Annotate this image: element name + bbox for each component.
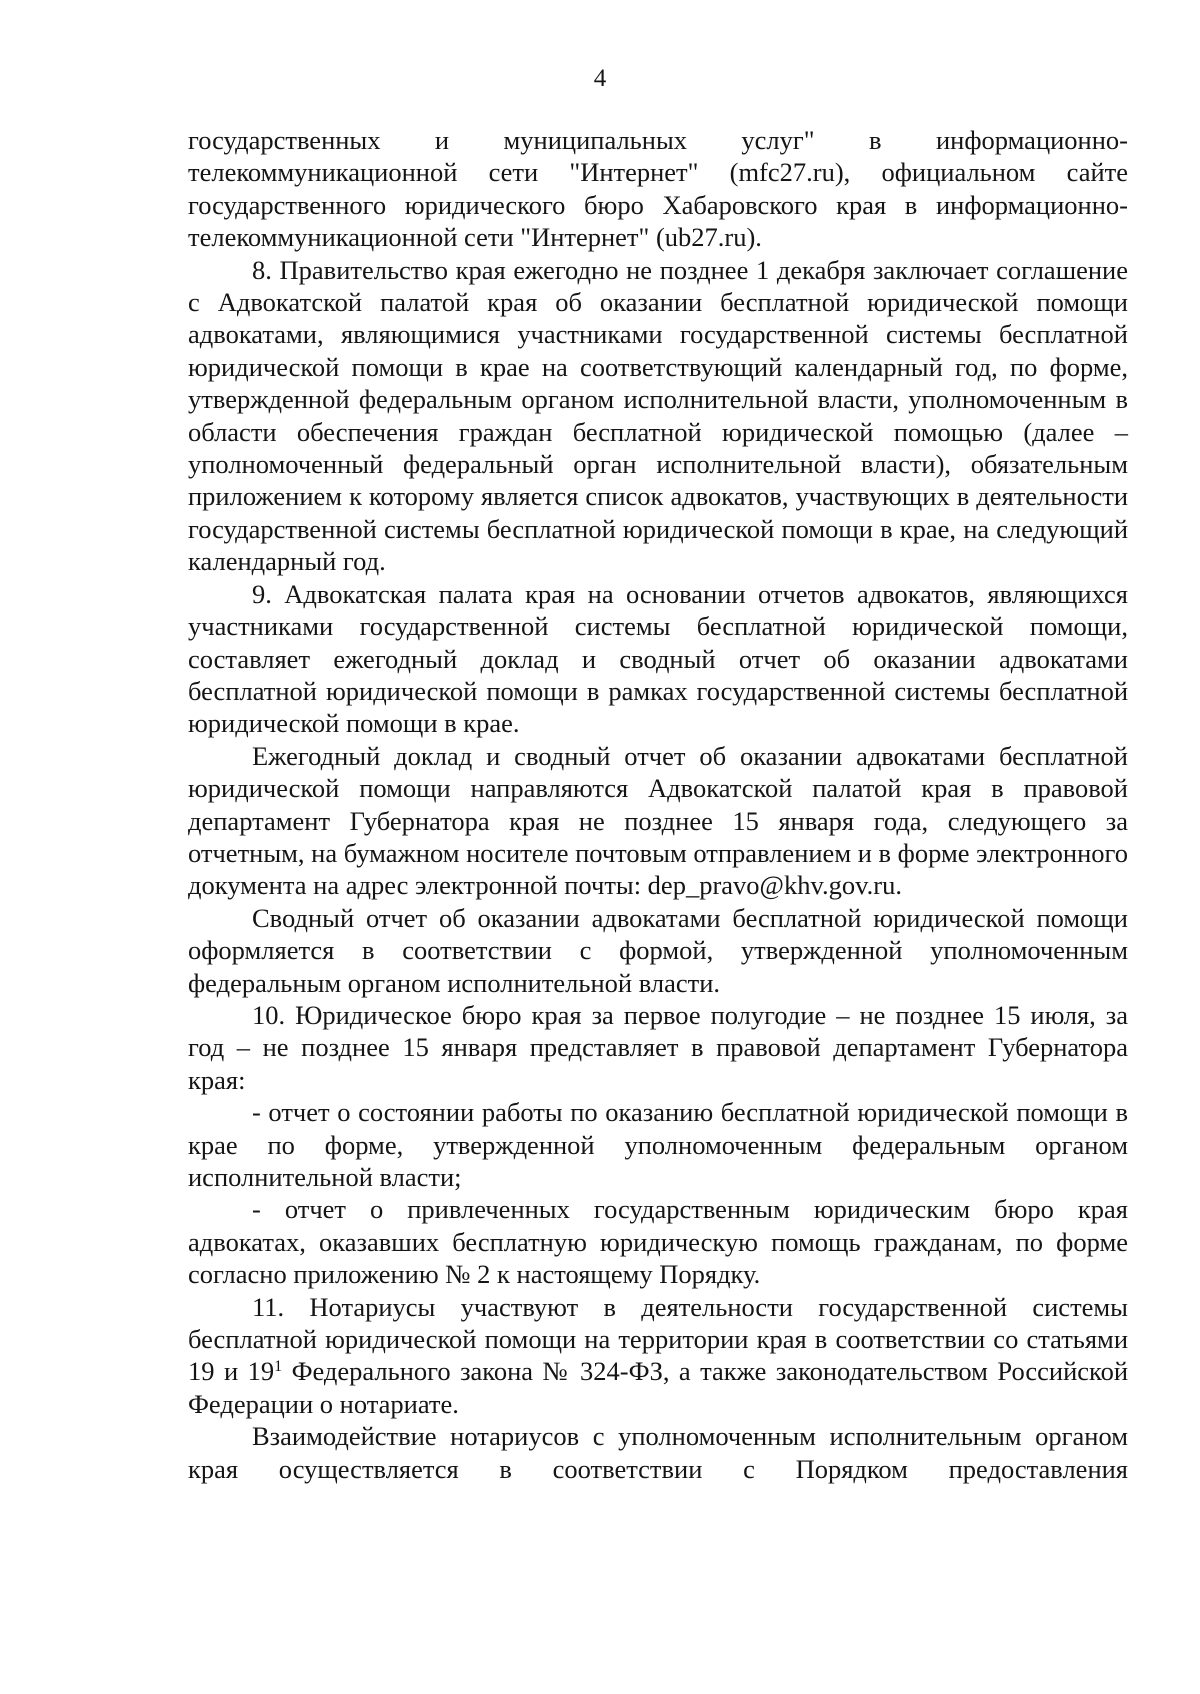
list-item-work-status-report: - отчет о состоянии работы по оказанию бесплатной юридической помощи в крае по форме, утвержденной уполномоченным федеральным органом исполнительной власти; [188, 1097, 1128, 1192]
list-item-lawyers-report: - отчет о привлеченных государственным юридическим бюро края адвокатах, оказавших бесплатную юридическую помощь гражданам, по форме согласно приложению № 2 к настоящему Порядку. [188, 1194, 1128, 1290]
paragraph-continuation: государственных и муниципальных услуг" в информационно-телекоммуникационной сети "Интернет" (mfc27.ru), официальном сайте государственного юридического бюро Хабаровского края в информационно-телекоммуникационной сети "Интернет" (ub27.ru). [188, 125, 1128, 253]
paragraph-item-10: 10. Юридическое бюро края за первое полугодие – не позднее 15 июля, за год – не позднее 15 января представляет в правовой департамент Губернатора края: [188, 999, 1128, 1095]
paragraph-item-9: 9. Адвокатская палата края на основании отчетов адвокатов, являющихся участниками государственной системы бесплатной юридической помощи, составляет ежегодный доклад и сводный отчет об оказании адвокатами бесплатной юридической помощи в рамках государственной системы бесплатной юридической помощи в крае. [188, 578, 1128, 739]
paragraph-annual-report: Ежегодный доклад и сводный отчет об оказании адвокатами бесплатной юридической помощи направляются Адвокатской палатой края в правовой департамент Губернатора края не позднее 15 января года, следующего за отчетным, на бумажном носителе почтовым отправлением и в форме электронного документа на адрес электронной почты: dep_pravo@khv.gov.ru. [188, 740, 1128, 901]
paragraph-item-11-text-after: Федерального закона № 324-ФЗ, а также законодательством Российской Федерации о нотариате. [188, 1356, 1129, 1419]
page-number: 4 [593, 65, 607, 92]
paragraph-item-8: 8. Правительство края ежегодно не позднее 1 декабря заключает соглашение с Адвокатской палатой края об оказании бесплатной юридической помощи адвокатами, являющимися участниками государственной системы бесплатной юридической помощи в крае на соответствующий календарный год, по форме, утвержденной федеральным органом исполнительной власти, уполномоченным в области обеспечения граждан бесплатной юридической помощью (далее – уполномоченный федеральный орган исполнительной власти), обязательным приложением к которому является список адвокатов, участвующих в деятельности государственной системы бесплатной юридической помощи в крае, на следующий календарный год. [188, 254, 1128, 577]
paragraph-summary-report: Сводный отчет об оказании адвокатами бесплатной юридической помощи оформляется в соответствии с формой, утвержденной уполномоченным федеральным органом исполнительной власти. [188, 902, 1128, 998]
paragraph-item-11 [188, 1291, 1128, 1421]
document-body [188, 124, 1128, 1485]
article-superscript: 1 [274, 1358, 283, 1376]
paragraph-notaries-interaction: Взаимодействие нотариусов с уполномоченным исполнительным органом края осуществляется в соответствии с Порядком предоставления [188, 1421, 1128, 1484]
paragraph-item-11-text-before: 11. Нотариусы участвуют в деятельности государственной системы бесплатной юридической помощи на территории края в соответствии со статьями 19 и 19 [188, 1291, 1128, 1387]
